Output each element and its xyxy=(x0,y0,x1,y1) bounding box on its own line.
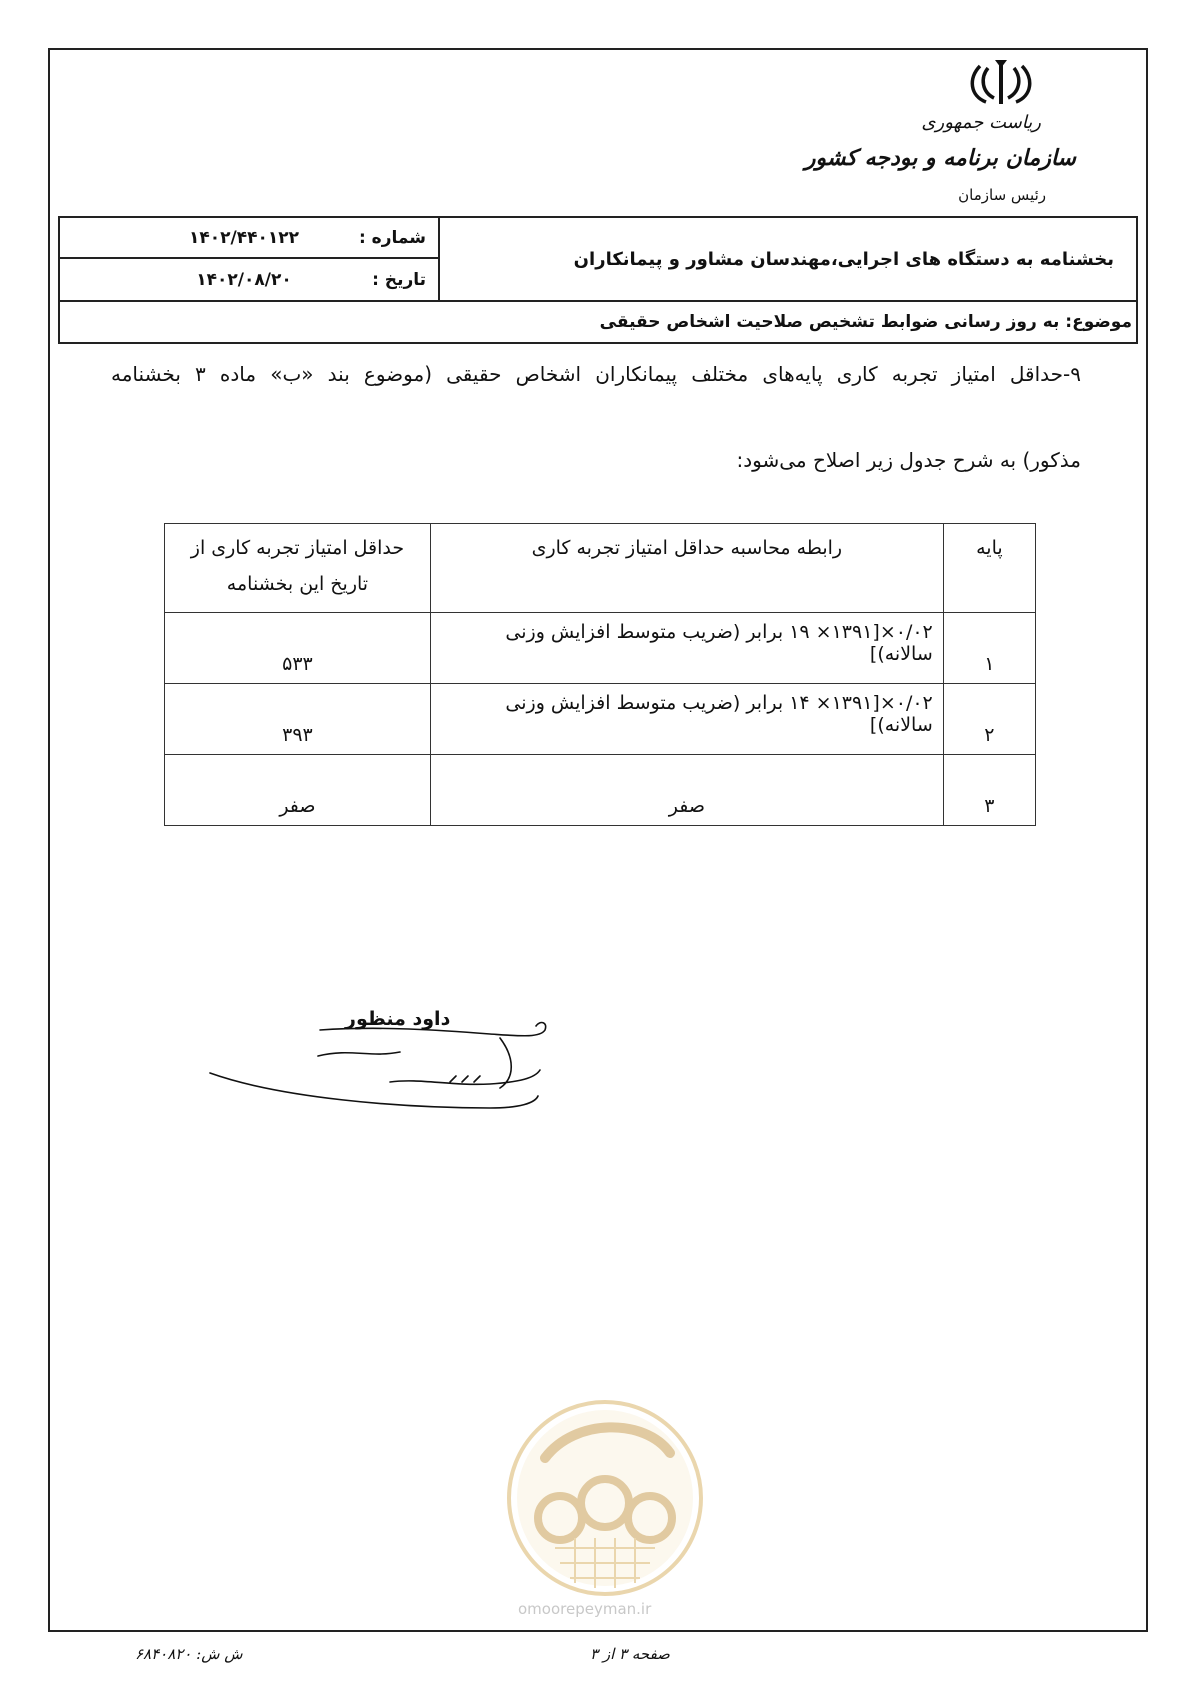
experience-score-table xyxy=(164,523,1036,826)
cell-base: ۲ xyxy=(943,684,1035,755)
cell-relation: صفر xyxy=(430,755,943,826)
header-relation: رابطه محاسبه حداقل امتیاز تجربه کاری xyxy=(430,524,943,613)
date-row xyxy=(60,259,438,300)
header-base: پایه xyxy=(943,524,1035,613)
signatory-name: داود منظور xyxy=(345,1008,451,1030)
header-box xyxy=(58,216,1138,302)
org-presidency: ریاست جمهوری xyxy=(921,112,1041,133)
number-row xyxy=(60,218,438,259)
org-head-title: رئیس سازمان xyxy=(958,186,1046,204)
body-paragraph-line-2: مذکور) به شرح جدول زیر اصلاح می‌شود: xyxy=(736,448,1081,472)
table-header-row xyxy=(165,524,1036,613)
iran-emblem-icon xyxy=(966,58,1036,108)
table-row xyxy=(165,755,1036,826)
footer-reference: ش ش: ۶۸۴۰۸۲۰ xyxy=(135,1645,243,1663)
cell-minimum: صفر xyxy=(165,755,431,826)
table-row xyxy=(165,684,1036,755)
cell-minimum: ۵۳۳ xyxy=(165,613,431,684)
letter-meta xyxy=(60,218,438,300)
cell-base: ۱ xyxy=(943,613,1035,684)
date-value: ۱۴۰۲/۰۸/۲۰ xyxy=(196,269,292,290)
letter-header xyxy=(58,216,1138,346)
table-row xyxy=(165,613,1036,684)
number-value: ۱۴۰۲/۴۴۰۱۲۲ xyxy=(189,227,299,248)
date-label: تاریخ : xyxy=(372,269,426,290)
cell-relation: ۰/۰۲×[۱۳۹۱× ۱۴ برابر (ضریب متوسط افزایش وزنی سالانه)] xyxy=(430,684,943,755)
body-paragraph-line-1: ۹-حداقل امتیاز تجربه کاری پایه‌های مختلف پیمانکاران اشخاص حقیقی (موضوع بند «ب» ماده ۳ بخشنامه xyxy=(111,362,1082,386)
cell-minimum: ۳۹۳ xyxy=(165,684,431,755)
cell-relation: ۰/۰۲×[۱۳۹۱× ۱۹ برابر (ضریب متوسط افزایش وزنی سالانه)] xyxy=(430,613,943,684)
org-name: سازمان برنامه و بودجه کشور xyxy=(804,145,1076,171)
watermark-url: omoorepeyman.ir xyxy=(518,1600,652,1618)
cell-base: ۳ xyxy=(943,755,1035,826)
letter-subject: موضوع: به روز رسانی ضوابط تشخیص صلاحیت اشخاص حقیقی xyxy=(58,300,1138,344)
page-number: صفحه ۳ از ۳ xyxy=(590,1645,670,1663)
letter-title: بخشنامه به دستگاه های اجرایی،مهندسان مشاور و پیمانکاران xyxy=(438,218,1136,300)
watermark-logo-icon xyxy=(505,1398,705,1598)
header-minimum: حداقل امتیاز تجربه کاری از تاریخ این بخشنامه xyxy=(165,524,431,613)
number-label: شماره : xyxy=(358,227,426,248)
